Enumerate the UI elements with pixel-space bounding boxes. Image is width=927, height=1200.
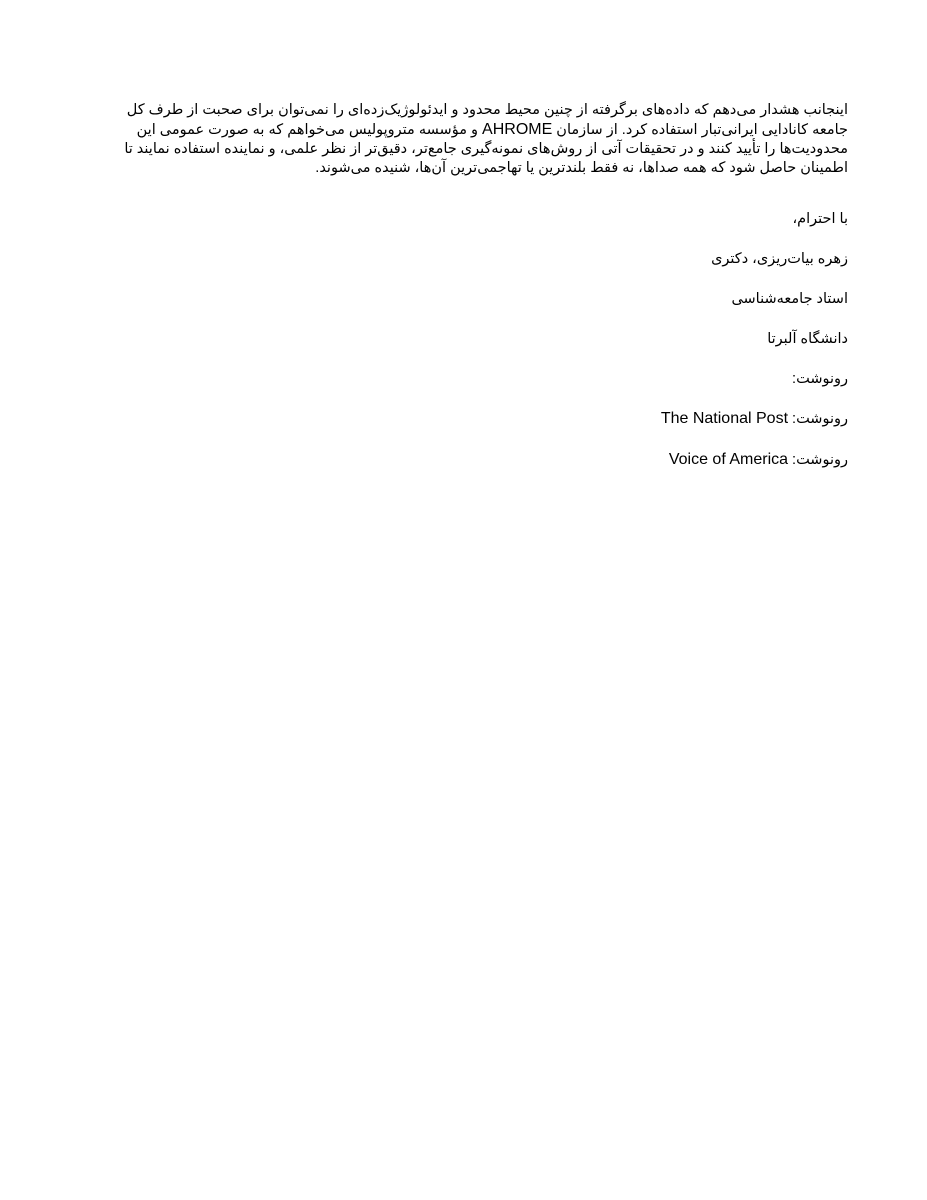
cc-voice-of-america bbox=[669, 450, 848, 470]
signer-title: استاد جامعه‌شناسی bbox=[731, 291, 848, 307]
signer-name: زهره بیات‌ریزی، دکتری bbox=[711, 251, 848, 267]
letter-body-paragraph bbox=[96, 101, 848, 178]
signer-affiliation: دانشگاه آلبرتا bbox=[767, 331, 848, 347]
cc-national-post-name: The National Post bbox=[660, 410, 789, 427]
letter-body-part2: و مؤسسه متروپولیس می‌خواهم که به صورت عمومی این محدودیت‌ها را تأیید کنند و در تحقیقات آتی از روش‌های نمونه‌گیری جامع‌تر، دقیق‌تر از نظر علمی، و نماینده استفاده نمایند تا اطمینان حاصل شود که همه صداها، نه فقط بلندترین یا تهاجمی‌ترین آن‌ها، شنیده می‌شوند. bbox=[124, 122, 848, 176]
letter-body-part1: اینجانب هشدار می‌دهم که داده‌های برگرفته از چنین محیط محدود و ایدئولوژیک‌زده‌ای را نمی‌توان برای صحبت از طرف کل جامعه کانادایی ایرانی‌تبار استفاده کرد. از سازمان bbox=[126, 102, 848, 138]
cc-voice-of-america-name: Voice of America bbox=[668, 451, 789, 468]
cc-voice-of-america-label: رونوشت: bbox=[788, 452, 848, 468]
letter-body-organization: AHROME bbox=[482, 121, 553, 138]
letter-closing: با احترام، bbox=[792, 211, 848, 227]
cc-label: رونوشت: bbox=[792, 371, 848, 387]
cc-national-post bbox=[661, 409, 848, 429]
cc-national-post-label: رونوشت: bbox=[788, 411, 848, 427]
